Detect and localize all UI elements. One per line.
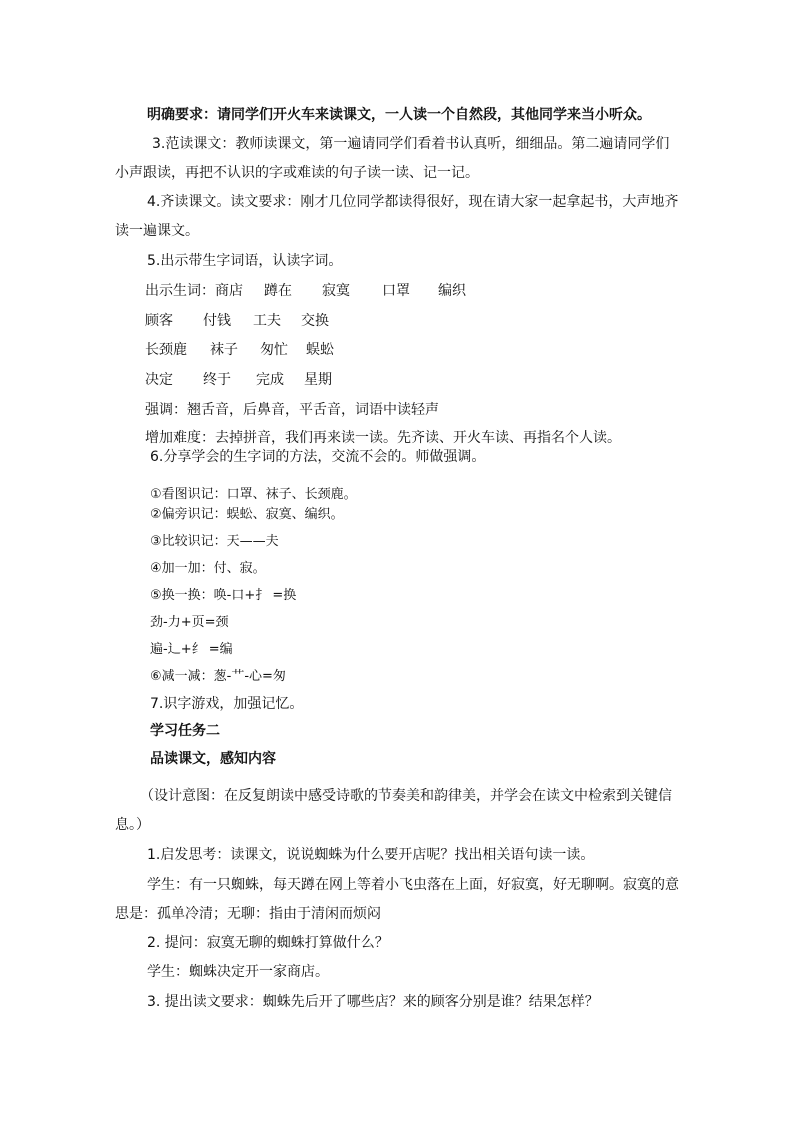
step-4-line-1: 4.齐读课文。读文要求：刚才几位同学都读得很好，现在请大家一起拿起书，大声地齐 (147, 194, 679, 210)
pronunciation-emphasis: 强调：翘舌音，后鼻音，平舌音，词语中读轻声 (145, 402, 439, 418)
vocab-word: 星期 (304, 372, 332, 388)
method-swap-example-3: 遍-辶+纟 =编 (150, 642, 233, 657)
vocab-word: 完成 (256, 372, 284, 388)
method-compare: ③比较识记：天——夫 (150, 534, 279, 549)
vocabulary-row-3 (145, 341, 334, 359)
answer-1-line-1: 学生：有一只蜘蛛，每天蹲在网上等着小飞虫落在上面，好寂寞，好无聊啊。寂寞的意 (147, 877, 679, 893)
vocab-word: 蜈蚣 (306, 342, 334, 358)
method-swap: ⑤换一换：唤-口+扌 =换 (150, 588, 297, 603)
vocab-word: 交换 (301, 313, 329, 329)
reading-requirement: 明确要求：请同学们开火车来读课文，一人读一个自然段，其他同学来当小听众。 (147, 107, 651, 123)
question-1: 1.启发思考：读课文，说说蜘蛛为什么要开店呢？找出相关语句读一读。 (147, 847, 595, 863)
vocabulary-row-2 (145, 312, 329, 330)
step-6: 6.分享学会的生字词的方法，交流不会的。师做强调。 (150, 449, 486, 465)
step-3-line-2: 小声跟读，再把不认识的字或难读的句子读一读、记一记。 (115, 165, 479, 181)
vocab-word: 编织 (438, 283, 466, 299)
vocab-word: 蹲在 (264, 283, 292, 299)
vocab-word: 付钱 (203, 313, 231, 329)
question-2: 2. 提问：寂寞无聊的蜘蛛打算做什么？ (147, 935, 389, 951)
vocab-word: 寂寞 (322, 283, 350, 299)
method-swap-example-2: 劲-力+页=颈 (150, 615, 229, 630)
vocabulary-row-4 (145, 371, 332, 389)
vocab-word: 口罩 (382, 283, 410, 299)
vocab-word: 匆忙 (260, 342, 288, 358)
vocab-word: 终于 (203, 372, 231, 388)
vocab-word: 顾客 (145, 313, 173, 329)
design-intent-line-2: 息。） (115, 817, 150, 833)
step-4-line-2: 读一遍课文。 (115, 223, 199, 239)
step-5: 5.出示带生字词语，认读字词。 (147, 253, 343, 269)
method-radical: ②偏旁识记：蜈蚣、寂寞、编织。 (150, 507, 344, 522)
task-two-heading: 学习任务二 (150, 723, 220, 739)
vocab-word: 袜子 (210, 342, 238, 358)
method-add: ④加一加：付、寂。 (150, 561, 266, 576)
difficulty-increase: 增加难度：去掉拼音，我们再来读一读。先齐读、开火车读、再指名个人读。 (145, 430, 621, 446)
question-3: 3. 提出读文要求：蜘蛛先后开了哪些店？来的顾客分别是谁？结果怎样？ (147, 994, 599, 1010)
method-subtract: ⑥减一减：葱-艹-心=匆 (150, 669, 286, 684)
vocab-word: 长颈鹿 (145, 342, 187, 358)
step-3-line-1: 3.范读课文：教师读课文，第一遍请同学们看着书认真听，细细品。第二遍请同学们 (152, 136, 670, 152)
answer-1-line-2: 思是：孤单冷清；无聊：指由于清闲而烦闷 (115, 906, 381, 922)
vocab-word: 工夫 (253, 313, 281, 329)
step-7: 7.识字游戏，加强记忆。 (150, 696, 304, 712)
vocabulary-label: 出示生词： (145, 283, 215, 299)
design-intent-line-1: （设计意图：在反复朗读中感受诗歌的节奏美和韵律美，并学会在读文中检索到关键信 (140, 788, 672, 804)
task-two-subheading: 品读课文，感知内容 (150, 751, 276, 767)
vocabulary-row-1 (145, 282, 466, 300)
vocab-word: 决定 (145, 372, 173, 388)
method-picture: ①看图识记：口罩、袜子、长颈鹿。 (150, 487, 357, 502)
vocab-word: 商店 (215, 283, 243, 299)
answer-2: 学生：蜘蛛决定开一家商店。 (147, 964, 329, 980)
